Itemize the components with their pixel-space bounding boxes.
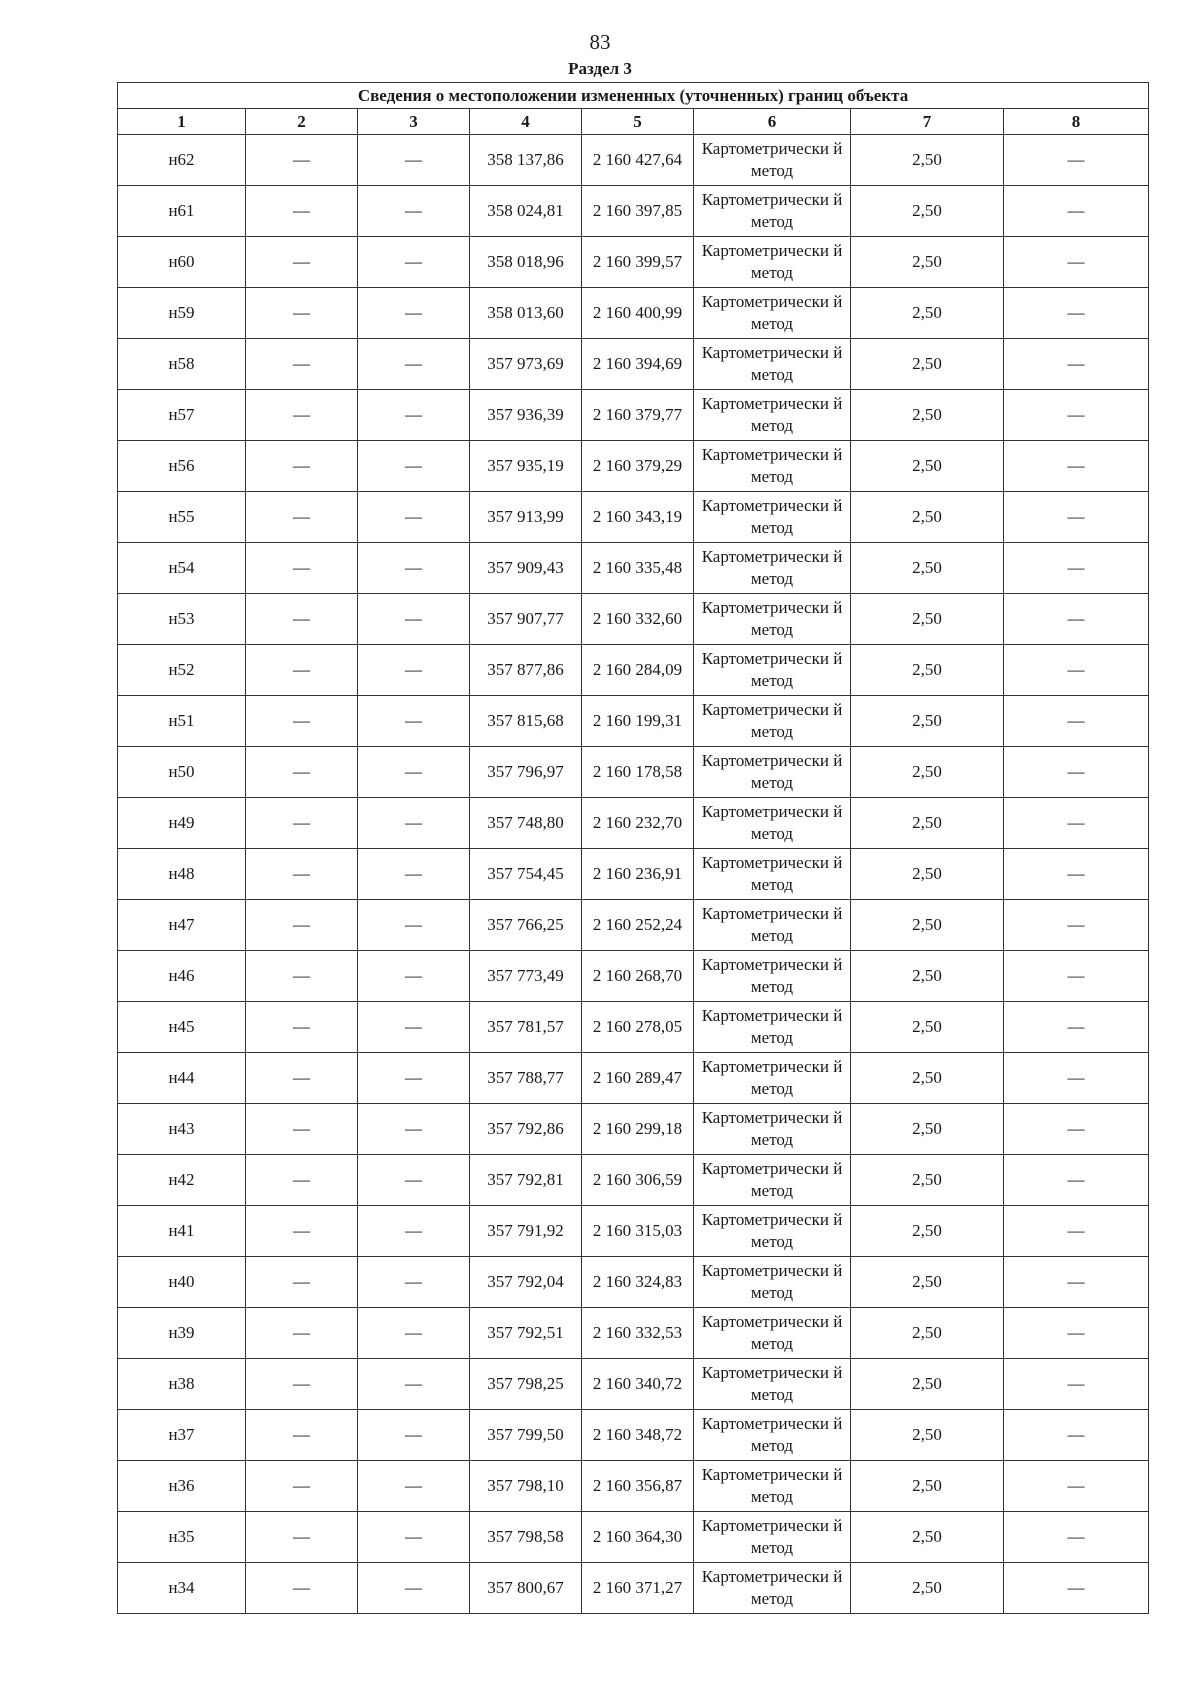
col2-cell: — xyxy=(246,900,358,951)
accuracy-cell: 2,50 xyxy=(851,1206,1004,1257)
accuracy-cell: 2,50 xyxy=(851,849,1004,900)
col3-cell: — xyxy=(358,492,470,543)
y-coordinate-cell: 2 160 340,72 xyxy=(582,1359,694,1410)
col2-cell: — xyxy=(246,390,358,441)
method-cell: Картометрически й метод xyxy=(694,543,851,594)
col2-cell: — xyxy=(246,594,358,645)
table-row xyxy=(118,135,1149,186)
coordinates-table xyxy=(117,82,1149,1614)
col2-cell: — xyxy=(246,747,358,798)
method-cell: Картометрически й метод xyxy=(694,441,851,492)
col3-cell: — xyxy=(358,1002,470,1053)
y-coordinate-cell: 2 160 315,03 xyxy=(582,1206,694,1257)
x-coordinate-cell: 357 796,97 xyxy=(470,747,582,798)
x-coordinate-cell: 357 935,19 xyxy=(470,441,582,492)
col2-cell: — xyxy=(246,1002,358,1053)
col3-cell: — xyxy=(358,951,470,1002)
col8-cell: — xyxy=(1004,1257,1149,1308)
col8-cell: — xyxy=(1004,288,1149,339)
point-cell: н61 xyxy=(118,186,246,237)
table-row xyxy=(118,1512,1149,1563)
accuracy-cell: 2,50 xyxy=(851,798,1004,849)
col3-cell: — xyxy=(358,900,470,951)
table-row xyxy=(118,849,1149,900)
column-number-8: 8 xyxy=(1004,109,1149,135)
table-row xyxy=(118,288,1149,339)
y-coordinate-cell: 2 160 232,70 xyxy=(582,798,694,849)
col2-cell: — xyxy=(246,1053,358,1104)
y-coordinate-cell: 2 160 348,72 xyxy=(582,1410,694,1461)
table-row xyxy=(118,1410,1149,1461)
col2-cell: — xyxy=(246,1563,358,1614)
col2-cell: — xyxy=(246,492,358,543)
y-coordinate-cell: 2 160 236,91 xyxy=(582,849,694,900)
col2-cell: — xyxy=(246,1512,358,1563)
y-coordinate-cell: 2 160 299,18 xyxy=(582,1104,694,1155)
accuracy-cell: 2,50 xyxy=(851,1563,1004,1614)
x-coordinate-cell: 357 973,69 xyxy=(470,339,582,390)
table-body xyxy=(118,135,1149,1614)
col3-cell: — xyxy=(358,1512,470,1563)
point-cell: н59 xyxy=(118,288,246,339)
col8-cell: — xyxy=(1004,1104,1149,1155)
x-coordinate-cell: 357 792,04 xyxy=(470,1257,582,1308)
point-cell: н60 xyxy=(118,237,246,288)
table-row xyxy=(118,237,1149,288)
method-cell: Картометрически й метод xyxy=(694,288,851,339)
col3-cell: — xyxy=(358,594,470,645)
point-cell: н36 xyxy=(118,1461,246,1512)
accuracy-cell: 2,50 xyxy=(851,1461,1004,1512)
x-coordinate-cell: 357 877,86 xyxy=(470,645,582,696)
column-number-1: 1 xyxy=(118,109,246,135)
method-cell: Картометрически й метод xyxy=(694,1563,851,1614)
col3-cell: — xyxy=(358,1257,470,1308)
point-cell: н40 xyxy=(118,1257,246,1308)
method-cell: Картометрически й метод xyxy=(694,135,851,186)
x-coordinate-cell: 358 018,96 xyxy=(470,237,582,288)
col3-cell: — xyxy=(358,237,470,288)
y-coordinate-cell: 2 160 397,85 xyxy=(582,186,694,237)
accuracy-cell: 2,50 xyxy=(851,594,1004,645)
table-row xyxy=(118,492,1149,543)
table-row xyxy=(118,594,1149,645)
col2-cell: — xyxy=(246,696,358,747)
col8-cell: — xyxy=(1004,1002,1149,1053)
col2-cell: — xyxy=(246,1359,358,1410)
section-title: Раздел 3 xyxy=(568,59,632,78)
column-number-4: 4 xyxy=(470,109,582,135)
y-coordinate-cell: 2 160 399,57 xyxy=(582,237,694,288)
x-coordinate-cell: 357 791,92 xyxy=(470,1206,582,1257)
table-row xyxy=(118,543,1149,594)
col3-cell: — xyxy=(358,441,470,492)
col3-cell: — xyxy=(358,543,470,594)
col3-cell: — xyxy=(358,390,470,441)
accuracy-cell: 2,50 xyxy=(851,1002,1004,1053)
point-cell: н51 xyxy=(118,696,246,747)
method-cell: Картометрически й метод xyxy=(694,1206,851,1257)
col2-cell: — xyxy=(246,441,358,492)
col3-cell: — xyxy=(358,1410,470,1461)
table-row xyxy=(118,798,1149,849)
col2-cell: — xyxy=(246,186,358,237)
y-coordinate-cell: 2 160 400,99 xyxy=(582,288,694,339)
col8-cell: — xyxy=(1004,798,1149,849)
x-coordinate-cell: 357 766,25 xyxy=(470,900,582,951)
method-cell: Картометрически й метод xyxy=(694,237,851,288)
point-cell: н52 xyxy=(118,645,246,696)
point-cell: н47 xyxy=(118,900,246,951)
point-cell: н49 xyxy=(118,798,246,849)
method-cell: Картометрически й метод xyxy=(694,798,851,849)
col2-cell: — xyxy=(246,1206,358,1257)
col3-cell: — xyxy=(358,186,470,237)
col3-cell: — xyxy=(358,696,470,747)
point-cell: н39 xyxy=(118,1308,246,1359)
x-coordinate-cell: 357 913,99 xyxy=(470,492,582,543)
method-cell: Картометрически й метод xyxy=(694,1257,851,1308)
col3-cell: — xyxy=(358,798,470,849)
y-coordinate-cell: 2 160 427,64 xyxy=(582,135,694,186)
method-cell: Картометрически й метод xyxy=(694,849,851,900)
col2-cell: — xyxy=(246,1155,358,1206)
col3-cell: — xyxy=(358,849,470,900)
y-coordinate-cell: 2 160 356,87 xyxy=(582,1461,694,1512)
point-cell: н62 xyxy=(118,135,246,186)
y-coordinate-cell: 2 160 379,29 xyxy=(582,441,694,492)
table-row xyxy=(118,1359,1149,1410)
table-row xyxy=(118,186,1149,237)
col8-cell: — xyxy=(1004,594,1149,645)
y-coordinate-cell: 2 160 364,30 xyxy=(582,1512,694,1563)
table-row xyxy=(118,900,1149,951)
table-row xyxy=(118,339,1149,390)
col8-cell: — xyxy=(1004,1308,1149,1359)
col8-cell: — xyxy=(1004,492,1149,543)
method-cell: Картометрически й метод xyxy=(694,1104,851,1155)
x-coordinate-cell: 357 800,67 xyxy=(470,1563,582,1614)
x-coordinate-cell: 357 907,77 xyxy=(470,594,582,645)
col3-cell: — xyxy=(358,1461,470,1512)
col8-cell: — xyxy=(1004,849,1149,900)
table-row xyxy=(118,1257,1149,1308)
col3-cell: — xyxy=(358,1206,470,1257)
x-coordinate-cell: 358 137,86 xyxy=(470,135,582,186)
point-cell: н38 xyxy=(118,1359,246,1410)
col3-cell: — xyxy=(358,1053,470,1104)
table-caption: Сведения о местоположении измененных (уточненных) границ объекта xyxy=(118,83,1149,109)
accuracy-cell: 2,50 xyxy=(851,900,1004,951)
method-cell: Картометрически й метод xyxy=(694,1359,851,1410)
col2-cell: — xyxy=(246,288,358,339)
col2-cell: — xyxy=(246,1461,358,1512)
table-row xyxy=(118,1002,1149,1053)
y-coordinate-cell: 2 160 289,47 xyxy=(582,1053,694,1104)
accuracy-cell: 2,50 xyxy=(851,339,1004,390)
col3-cell: — xyxy=(358,645,470,696)
col8-cell: — xyxy=(1004,951,1149,1002)
col8-cell: — xyxy=(1004,543,1149,594)
point-cell: н46 xyxy=(118,951,246,1002)
table-row xyxy=(118,1461,1149,1512)
method-cell: Картометрически й метод xyxy=(694,900,851,951)
col3-cell: — xyxy=(358,1359,470,1410)
accuracy-cell: 2,50 xyxy=(851,1053,1004,1104)
point-cell: н43 xyxy=(118,1104,246,1155)
table-row xyxy=(118,1563,1149,1614)
method-cell: Картометрически й метод xyxy=(694,339,851,390)
point-cell: н34 xyxy=(118,1563,246,1614)
col3-cell: — xyxy=(358,135,470,186)
col8-cell: — xyxy=(1004,1053,1149,1104)
accuracy-cell: 2,50 xyxy=(851,543,1004,594)
method-cell: Картометрически й метод xyxy=(694,1053,851,1104)
x-coordinate-cell: 357 815,68 xyxy=(470,696,582,747)
y-coordinate-cell: 2 160 306,59 xyxy=(582,1155,694,1206)
point-cell: н48 xyxy=(118,849,246,900)
y-coordinate-cell: 2 160 178,58 xyxy=(582,747,694,798)
accuracy-cell: 2,50 xyxy=(851,492,1004,543)
x-coordinate-cell: 357 754,45 xyxy=(470,849,582,900)
col3-cell: — xyxy=(358,1104,470,1155)
page-number: 83 xyxy=(589,30,611,54)
method-cell: Картометрически й метод xyxy=(694,1155,851,1206)
col8-cell: — xyxy=(1004,390,1149,441)
x-coordinate-cell: 357 781,57 xyxy=(470,1002,582,1053)
column-number-6: 6 xyxy=(694,109,851,135)
accuracy-cell: 2,50 xyxy=(851,1104,1004,1155)
accuracy-cell: 2,50 xyxy=(851,237,1004,288)
x-coordinate-cell: 357 798,58 xyxy=(470,1512,582,1563)
table-row xyxy=(118,645,1149,696)
accuracy-cell: 2,50 xyxy=(851,135,1004,186)
col2-cell: — xyxy=(246,798,358,849)
col3-cell: — xyxy=(358,339,470,390)
point-cell: н53 xyxy=(118,594,246,645)
method-cell: Картометрически й метод xyxy=(694,390,851,441)
accuracy-cell: 2,50 xyxy=(851,1155,1004,1206)
point-cell: н57 xyxy=(118,390,246,441)
col8-cell: — xyxy=(1004,900,1149,951)
method-cell: Картометрически й метод xyxy=(694,492,851,543)
accuracy-cell: 2,50 xyxy=(851,1308,1004,1359)
accuracy-cell: 2,50 xyxy=(851,186,1004,237)
x-coordinate-cell: 357 792,86 xyxy=(470,1104,582,1155)
table-row xyxy=(118,1155,1149,1206)
col2-cell: — xyxy=(246,543,358,594)
point-cell: н37 xyxy=(118,1410,246,1461)
x-coordinate-cell: 357 792,51 xyxy=(470,1308,582,1359)
col8-cell: — xyxy=(1004,1512,1149,1563)
col2-cell: — xyxy=(246,645,358,696)
col8-cell: — xyxy=(1004,186,1149,237)
table-row xyxy=(118,1206,1149,1257)
method-cell: Картометрически й метод xyxy=(694,186,851,237)
col8-cell: — xyxy=(1004,1563,1149,1614)
column-number-row xyxy=(118,109,1149,135)
col2-cell: — xyxy=(246,951,358,1002)
point-cell: н55 xyxy=(118,492,246,543)
col3-cell: — xyxy=(358,1155,470,1206)
accuracy-cell: 2,50 xyxy=(851,747,1004,798)
col8-cell: — xyxy=(1004,1410,1149,1461)
col8-cell: — xyxy=(1004,1206,1149,1257)
col2-cell: — xyxy=(246,1104,358,1155)
x-coordinate-cell: 358 024,81 xyxy=(470,186,582,237)
y-coordinate-cell: 2 160 394,69 xyxy=(582,339,694,390)
col2-cell: — xyxy=(246,237,358,288)
table-row xyxy=(118,1104,1149,1155)
point-cell: н41 xyxy=(118,1206,246,1257)
col3-cell: — xyxy=(358,288,470,339)
accuracy-cell: 2,50 xyxy=(851,1512,1004,1563)
table-row xyxy=(118,696,1149,747)
col2-cell: — xyxy=(246,1257,358,1308)
y-coordinate-cell: 2 160 284,09 xyxy=(582,645,694,696)
accuracy-cell: 2,50 xyxy=(851,645,1004,696)
col8-cell: — xyxy=(1004,237,1149,288)
y-coordinate-cell: 2 160 278,05 xyxy=(582,1002,694,1053)
accuracy-cell: 2,50 xyxy=(851,1410,1004,1461)
accuracy-cell: 2,50 xyxy=(851,696,1004,747)
x-coordinate-cell: 357 798,25 xyxy=(470,1359,582,1410)
col3-cell: — xyxy=(358,747,470,798)
point-cell: н45 xyxy=(118,1002,246,1053)
y-coordinate-cell: 2 160 332,60 xyxy=(582,594,694,645)
col2-cell: — xyxy=(246,1308,358,1359)
x-coordinate-cell: 357 748,80 xyxy=(470,798,582,849)
column-number-5: 5 xyxy=(582,109,694,135)
column-number-3: 3 xyxy=(358,109,470,135)
x-coordinate-cell: 357 909,43 xyxy=(470,543,582,594)
x-coordinate-cell: 357 773,49 xyxy=(470,951,582,1002)
method-cell: Картометрически й метод xyxy=(694,696,851,747)
y-coordinate-cell: 2 160 332,53 xyxy=(582,1308,694,1359)
x-coordinate-cell: 357 936,39 xyxy=(470,390,582,441)
y-coordinate-cell: 2 160 324,83 xyxy=(582,1257,694,1308)
col8-cell: — xyxy=(1004,747,1149,798)
col8-cell: — xyxy=(1004,1359,1149,1410)
y-coordinate-cell: 2 160 268,70 xyxy=(582,951,694,1002)
table-row xyxy=(118,390,1149,441)
col3-cell: — xyxy=(358,1308,470,1359)
table-row xyxy=(118,1308,1149,1359)
accuracy-cell: 2,50 xyxy=(851,390,1004,441)
y-coordinate-cell: 2 160 379,77 xyxy=(582,390,694,441)
table-row xyxy=(118,747,1149,798)
method-cell: Картометрически й метод xyxy=(694,1002,851,1053)
x-coordinate-cell: 357 798,10 xyxy=(470,1461,582,1512)
column-number-2: 2 xyxy=(246,109,358,135)
x-coordinate-cell: 357 788,77 xyxy=(470,1053,582,1104)
point-cell: н44 xyxy=(118,1053,246,1104)
point-cell: н35 xyxy=(118,1512,246,1563)
col2-cell: — xyxy=(246,849,358,900)
col8-cell: — xyxy=(1004,135,1149,186)
col8-cell: — xyxy=(1004,441,1149,492)
y-coordinate-cell: 2 160 199,31 xyxy=(582,696,694,747)
method-cell: Картометрически й метод xyxy=(694,1410,851,1461)
method-cell: Картометрически й метод xyxy=(694,747,851,798)
accuracy-cell: 2,50 xyxy=(851,288,1004,339)
y-coordinate-cell: 2 160 371,27 xyxy=(582,1563,694,1614)
point-cell: н50 xyxy=(118,747,246,798)
method-cell: Картометрически й метод xyxy=(694,1512,851,1563)
col8-cell: — xyxy=(1004,696,1149,747)
method-cell: Картометрически й метод xyxy=(694,645,851,696)
y-coordinate-cell: 2 160 343,19 xyxy=(582,492,694,543)
column-number-7: 7 xyxy=(851,109,1004,135)
point-cell: н56 xyxy=(118,441,246,492)
accuracy-cell: 2,50 xyxy=(851,441,1004,492)
col2-cell: — xyxy=(246,339,358,390)
accuracy-cell: 2,50 xyxy=(851,1257,1004,1308)
table-row xyxy=(118,951,1149,1002)
x-coordinate-cell: 358 013,60 xyxy=(470,288,582,339)
accuracy-cell: 2,50 xyxy=(851,1359,1004,1410)
method-cell: Картометрически й метод xyxy=(694,1308,851,1359)
table-row xyxy=(118,441,1149,492)
method-cell: Картометрически й метод xyxy=(694,951,851,1002)
y-coordinate-cell: 2 160 335,48 xyxy=(582,543,694,594)
accuracy-cell: 2,50 xyxy=(851,951,1004,1002)
col2-cell: — xyxy=(246,135,358,186)
table-row xyxy=(118,1053,1149,1104)
x-coordinate-cell: 357 792,81 xyxy=(470,1155,582,1206)
point-cell: н54 xyxy=(118,543,246,594)
x-coordinate-cell: 357 799,50 xyxy=(470,1410,582,1461)
point-cell: н42 xyxy=(118,1155,246,1206)
col8-cell: — xyxy=(1004,339,1149,390)
y-coordinate-cell: 2 160 252,24 xyxy=(582,900,694,951)
col2-cell: — xyxy=(246,1410,358,1461)
col3-cell: — xyxy=(358,1563,470,1614)
col8-cell: — xyxy=(1004,645,1149,696)
point-cell: н58 xyxy=(118,339,246,390)
method-cell: Картометрически й метод xyxy=(694,594,851,645)
col8-cell: — xyxy=(1004,1461,1149,1512)
col8-cell: — xyxy=(1004,1155,1149,1206)
method-cell: Картометрически й метод xyxy=(694,1461,851,1512)
